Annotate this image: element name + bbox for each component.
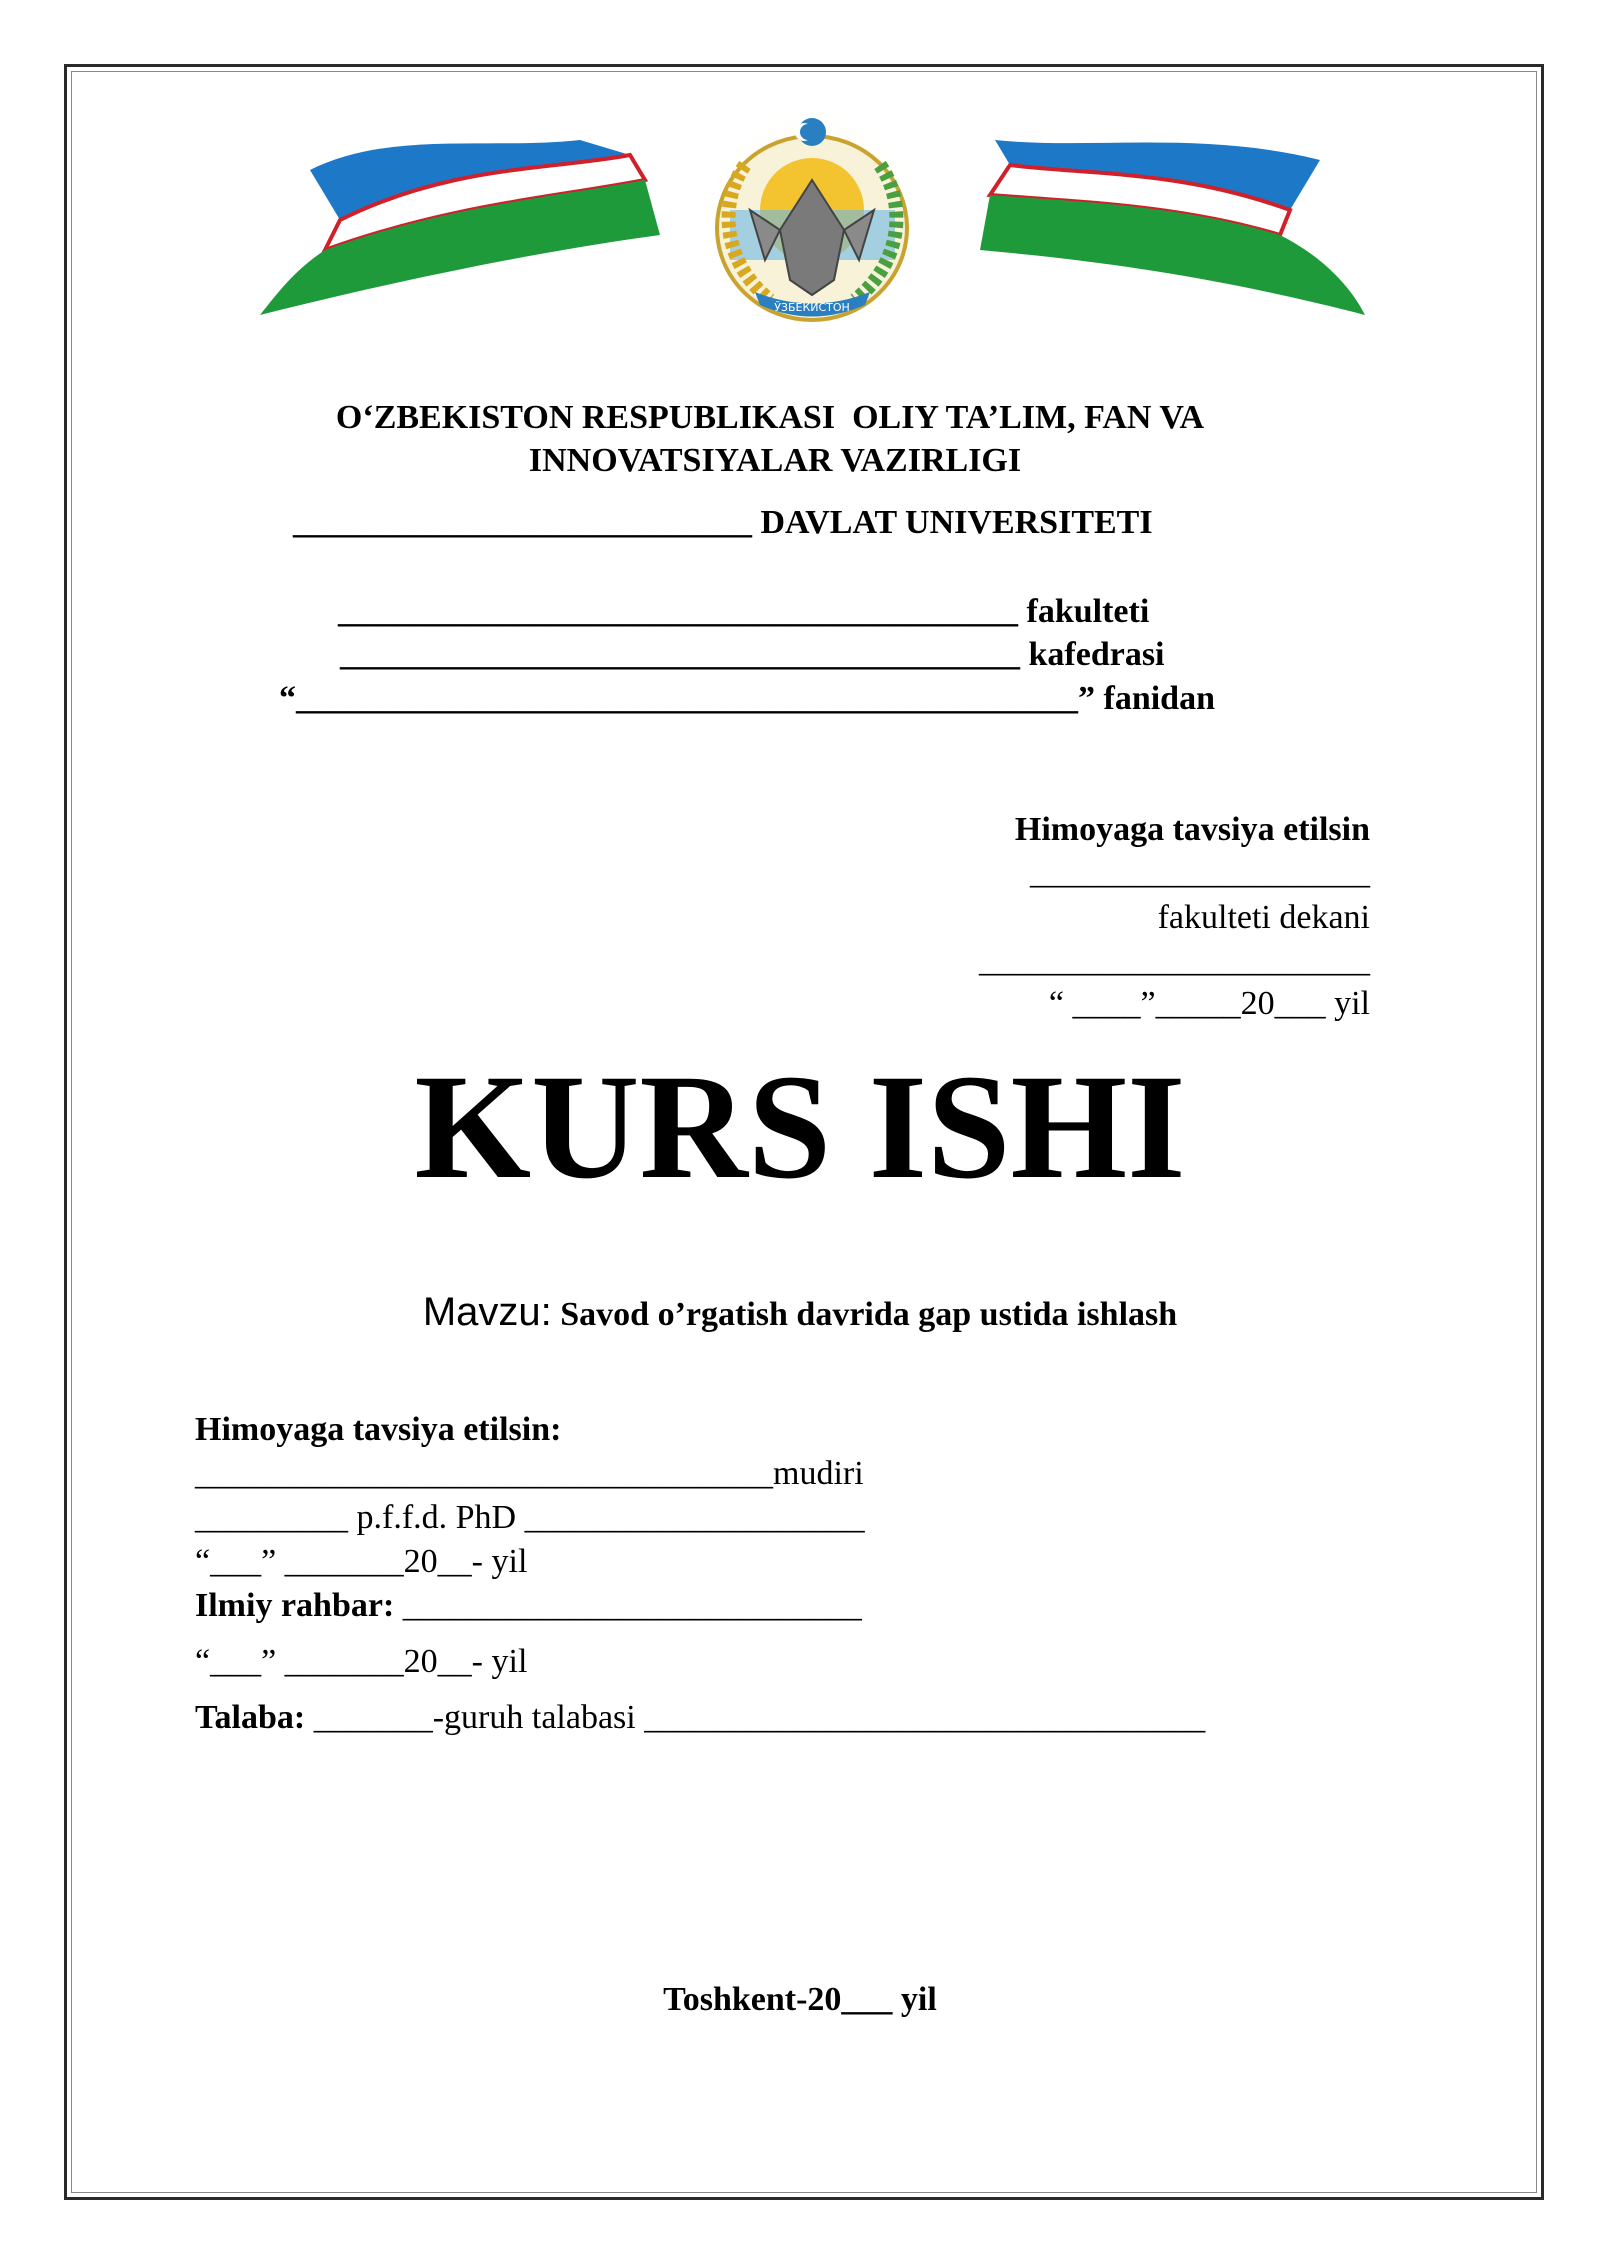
degree-line: _________ p.f.f.d. PhD ____________________	[195, 1499, 865, 1536]
recommend-date-1: “___” _______20__- yil	[195, 1543, 528, 1580]
main-title: KURS ISHI	[414, 1044, 1186, 1210]
student-line	[195, 1701, 1205, 1735]
left-flag	[260, 140, 660, 315]
ministry-line-2: INNOVATSIYALAR VAZIRLIGI	[528, 442, 1022, 479]
state-emblem-with-flags	[250, 110, 1375, 335]
topic-value: Savod o’rgatish davrida gap ustida ishlash	[560, 1296, 1178, 1333]
recommend-date-2: “___” _______20__- yil	[195, 1643, 528, 1680]
university-name: ___________________________ DAVLAT UNIVERSITETI	[293, 504, 1153, 541]
dean-signature-line: _______________________	[979, 942, 1370, 979]
footer-city-year: Toshkent-20___ yil	[663, 1981, 937, 2018]
supervisor-signature: ___________________________	[394, 1587, 862, 1624]
right-flag	[980, 140, 1365, 315]
head-of-department-line: __________________________________mudiri	[195, 1455, 864, 1492]
approval-signature-line: ____________________	[1030, 854, 1370, 891]
department-line: ________________________________________ kafedrasi	[340, 636, 1165, 673]
approval-title: Himoyaga tavsiya etilsin	[1014, 811, 1370, 848]
emblem-ribbon-text: ЎЗБЕКИСТОН	[774, 301, 850, 314]
recommend-title: Himoyaga tavsiya etilsin:	[195, 1411, 562, 1448]
subject-line: “______________________________________________” fanidan	[279, 680, 1215, 717]
approval-date: “ ____”_____20___ yil	[1048, 985, 1370, 1022]
topic-label: Mavzu:	[422, 1290, 552, 1334]
student-signature: _______-guruh talabasi _________________________________	[305, 1699, 1206, 1736]
coat-of-arms	[702, 112, 922, 332]
supervisor-line	[195, 1589, 862, 1623]
faculty-line: ________________________________________ fakulteti	[338, 593, 1150, 630]
topic-line	[0, 1292, 1600, 1332]
student-label: Talaba:	[195, 1699, 306, 1736]
supervisor-label: Ilmiy rahbar:	[195, 1587, 395, 1624]
dean-label: fakulteti dekani	[1157, 899, 1370, 936]
ministry-line-1: O‘ZBEKISTON RESPUBLIKASI OLIY TA’LIM, FAN VA	[335, 399, 1205, 436]
